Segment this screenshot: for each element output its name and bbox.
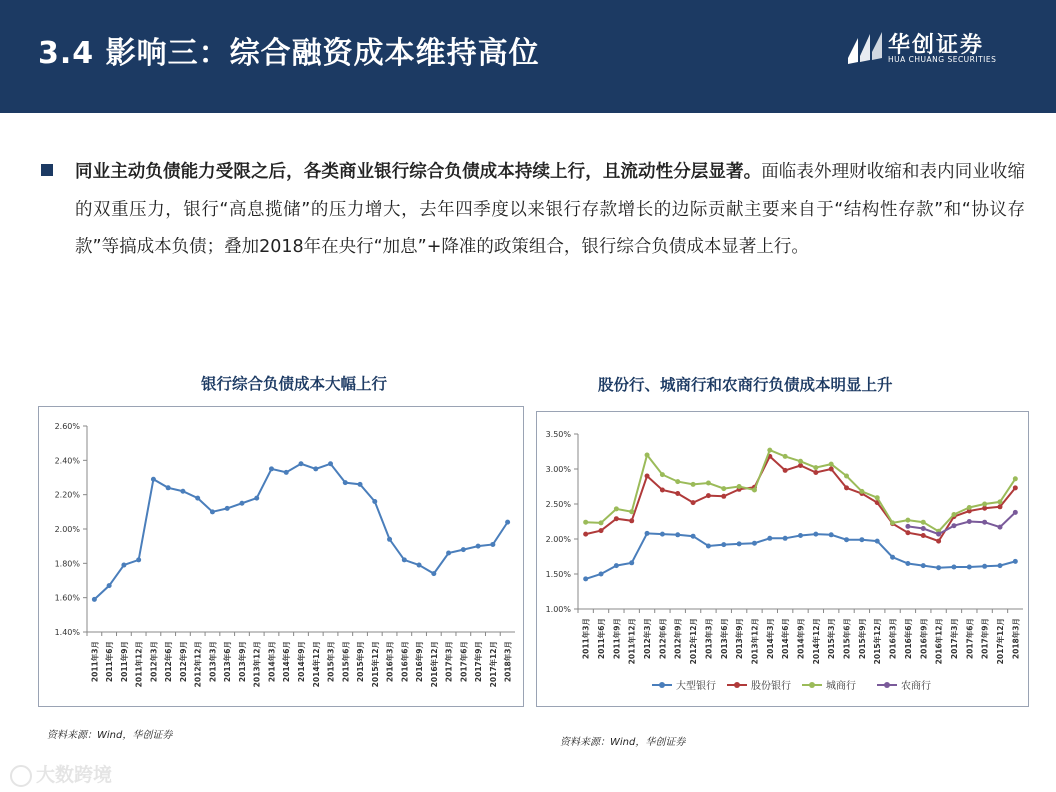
x-tick-label: 2014年12月 xyxy=(811,618,821,665)
watermark-text: 大数跨境 xyxy=(36,764,113,786)
x-tick-label: 2013年9月 xyxy=(237,641,247,683)
data-point xyxy=(629,518,634,523)
data-point xyxy=(431,571,436,576)
y-tick-label: 3.50% xyxy=(545,430,571,439)
page-title: 3.4 影响三：综合融资成本维持高位 xyxy=(38,36,540,71)
data-point xyxy=(328,461,333,466)
data-point xyxy=(875,495,880,500)
y-tick-label: 2.00% xyxy=(545,535,571,544)
chart1-box xyxy=(38,406,524,707)
chart2-svg xyxy=(537,412,1028,706)
data-point xyxy=(829,467,834,472)
data-point xyxy=(629,509,634,514)
bullet-square-icon xyxy=(41,164,53,176)
data-point xyxy=(921,563,926,568)
data-point xyxy=(614,506,619,511)
x-tick-label: 2012年3月 xyxy=(149,641,159,683)
legend-marker-2 xyxy=(734,682,740,688)
x-tick-label: 2011年3月 xyxy=(90,641,100,683)
data-point xyxy=(844,537,849,542)
data-point xyxy=(583,532,588,537)
watermark xyxy=(10,760,112,787)
x-tick-label: 2016年9月 xyxy=(415,641,425,683)
data-point xyxy=(691,500,696,505)
chart2-title: 股份行、城商行和农商行负债成本明显上升 xyxy=(598,376,893,394)
x-tick-label: 2015年3月 xyxy=(326,641,336,683)
x-tick-label: 2017年3月 xyxy=(949,618,959,660)
x-tick-label: 2017年3月 xyxy=(444,641,454,683)
x-tick-label: 2011年9月 xyxy=(612,618,622,660)
bullet-body-text: 面临表外理财收缩和表内同业收缩的双重压力，银行“高息揽储”的压力增大，去年四季度以来银行存款增长的边际贡献主要来自于“结构性存款”和“协议存款”等搞成本负债；叠加2018年在央行“加息”+降准的政策组合，银行综合负债成本显著上行。 xyxy=(75,162,1026,257)
legend-label-1: 大型银行 xyxy=(676,681,716,692)
data-point xyxy=(490,542,495,547)
series-line-1 xyxy=(94,464,507,600)
data-point xyxy=(982,502,987,507)
data-point xyxy=(813,465,818,470)
y-tick-label: 2.20% xyxy=(54,490,80,500)
chart2-box xyxy=(536,411,1029,707)
data-point xyxy=(505,520,510,525)
data-point xyxy=(798,459,803,464)
x-tick-label: 2014年9月 xyxy=(297,641,306,683)
data-point xyxy=(936,539,941,544)
x-tick-label: 2014年6月 xyxy=(781,618,791,660)
data-point xyxy=(691,482,696,487)
data-point xyxy=(1013,476,1018,481)
data-point xyxy=(813,470,818,475)
logo-text-cn: 华创证券 xyxy=(888,33,985,58)
data-point xyxy=(721,542,726,547)
legend-label-3: 城商行 xyxy=(826,681,856,692)
logo-mark-icon xyxy=(844,28,884,68)
data-point xyxy=(890,520,895,525)
data-point xyxy=(767,536,772,541)
data-point xyxy=(1013,510,1018,515)
data-point xyxy=(180,489,185,494)
chart2-source: 资料来源：Wind，华创证券 xyxy=(560,737,686,748)
data-point xyxy=(239,501,244,506)
data-point xyxy=(752,488,757,493)
data-point xyxy=(967,519,972,524)
data-point xyxy=(936,565,941,570)
data-point xyxy=(1013,485,1018,490)
data-point xyxy=(721,486,726,491)
x-tick-label: 2016年6月 xyxy=(903,618,913,660)
header-bar xyxy=(0,0,1056,113)
data-point xyxy=(905,518,910,523)
watermark-logo-icon xyxy=(10,765,32,787)
data-point xyxy=(905,530,910,535)
x-tick-label: 2014年3月 xyxy=(765,618,775,660)
data-point xyxy=(982,520,987,525)
data-point xyxy=(737,541,742,546)
x-tick-label: 2018年3月 xyxy=(1011,618,1021,660)
data-point xyxy=(583,520,588,525)
data-point xyxy=(951,523,956,528)
x-tick-label: 2015年9月 xyxy=(857,618,867,660)
data-point xyxy=(997,499,1002,504)
data-point xyxy=(417,563,422,568)
x-tick-label: 2013年6月 xyxy=(223,641,233,683)
data-point xyxy=(92,597,97,602)
data-point xyxy=(660,472,665,477)
legend-marker-3 xyxy=(809,682,815,688)
data-point xyxy=(599,520,604,525)
y-tick-label: 3.00% xyxy=(545,465,571,474)
x-tick-label: 2011年6月 xyxy=(597,618,607,660)
x-tick-label: 2016年12月 xyxy=(429,641,439,688)
data-point xyxy=(372,499,377,504)
data-point xyxy=(402,557,407,562)
data-point xyxy=(844,485,849,490)
y-tick-label: 1.40% xyxy=(54,628,80,637)
series-line-1 xyxy=(586,533,1016,579)
data-point xyxy=(343,480,348,485)
data-point xyxy=(829,462,834,467)
y-tick-label: 2.40% xyxy=(54,456,80,466)
x-tick-label: 2015年3月 xyxy=(827,618,837,660)
data-point xyxy=(195,496,200,501)
logo-text-en: HUA CHUANG SECURITIES xyxy=(888,55,997,64)
data-point xyxy=(269,466,274,471)
data-point xyxy=(737,484,742,489)
legend-marker-4 xyxy=(884,682,890,688)
data-point xyxy=(675,479,680,484)
x-tick-label: 2016年12月 xyxy=(934,618,944,665)
data-point xyxy=(358,482,363,487)
data-point xyxy=(660,532,665,537)
data-point xyxy=(225,506,230,511)
x-tick-label: 2016年6月 xyxy=(400,641,410,683)
x-tick-label: 2011年12月 xyxy=(134,641,144,688)
data-point xyxy=(614,563,619,568)
data-point xyxy=(599,572,604,577)
data-point xyxy=(936,532,941,537)
data-point xyxy=(706,493,711,498)
data-point xyxy=(951,565,956,570)
y-tick-label: 1.00% xyxy=(545,605,571,614)
data-point xyxy=(313,466,318,471)
data-point xyxy=(982,564,987,569)
bullet-paragraph xyxy=(75,154,1025,267)
data-point xyxy=(614,516,619,521)
x-tick-label: 2013年6月 xyxy=(719,618,729,660)
x-tick-label: 2011年3月 xyxy=(581,618,591,660)
data-point xyxy=(783,468,788,473)
x-tick-label: 2015年6月 xyxy=(341,641,351,683)
data-point xyxy=(997,563,1002,568)
data-point xyxy=(645,453,650,458)
data-point xyxy=(136,557,141,562)
x-tick-label: 2016年3月 xyxy=(385,641,395,683)
x-tick-label: 2012年12月 xyxy=(193,641,203,688)
y-tick-label: 1.60% xyxy=(54,593,80,603)
legend-label-2: 股份银行 xyxy=(751,681,791,692)
data-point xyxy=(951,512,956,517)
x-tick-label: 2013年9月 xyxy=(735,618,745,660)
legend-marker-1 xyxy=(659,682,665,688)
data-point xyxy=(967,505,972,510)
x-tick-label: 2012年6月 xyxy=(658,618,668,660)
data-point xyxy=(107,583,112,588)
data-point xyxy=(691,534,696,539)
x-tick-label: 2017年6月 xyxy=(965,618,975,660)
y-tick-label: 1.50% xyxy=(545,570,571,579)
x-tick-label: 2017年9月 xyxy=(980,618,990,660)
x-tick-label: 2013年3月 xyxy=(208,641,218,683)
data-point xyxy=(476,544,481,549)
data-point xyxy=(645,474,650,479)
x-tick-label: 2017年6月 xyxy=(459,641,469,683)
data-point xyxy=(767,448,772,453)
data-point xyxy=(583,576,588,581)
x-tick-label: 2015年12月 xyxy=(873,618,883,665)
data-point xyxy=(151,477,156,482)
x-tick-label: 2013年3月 xyxy=(704,618,714,660)
x-tick-label: 2014年9月 xyxy=(796,618,806,660)
x-tick-label: 2017年12月 xyxy=(488,641,498,688)
data-point xyxy=(645,531,650,536)
data-point xyxy=(599,528,604,533)
data-point xyxy=(859,489,864,494)
data-point xyxy=(997,504,1002,509)
data-point xyxy=(254,496,259,501)
x-tick-label: 2013年12月 xyxy=(252,641,262,688)
x-tick-label: 2015年9月 xyxy=(356,641,366,683)
data-point xyxy=(890,555,895,560)
data-point xyxy=(859,537,864,542)
company-logo xyxy=(844,28,1024,68)
x-tick-label: 2014年6月 xyxy=(282,641,292,683)
y-tick-label: 2.00% xyxy=(54,525,80,534)
data-point xyxy=(721,494,726,499)
data-point xyxy=(997,525,1002,530)
data-point xyxy=(299,461,304,466)
x-tick-label: 2011年9月 xyxy=(119,641,129,683)
x-tick-label: 2012年12月 xyxy=(689,618,699,665)
x-tick-label: 2016年3月 xyxy=(888,618,898,660)
data-point xyxy=(629,560,634,565)
data-point xyxy=(121,563,126,568)
x-tick-label: 2013年12月 xyxy=(750,618,760,665)
data-point xyxy=(783,536,788,541)
x-tick-label: 2015年6月 xyxy=(842,618,852,660)
y-tick-label: 2.50% xyxy=(545,500,571,509)
x-tick-label: 2012年3月 xyxy=(643,618,653,660)
data-point xyxy=(166,485,171,490)
data-point xyxy=(905,561,910,566)
data-point xyxy=(921,526,926,531)
chart1-svg xyxy=(39,407,523,706)
x-tick-label: 2012年9月 xyxy=(673,618,683,660)
y-tick-label: 1.80% xyxy=(54,559,80,569)
data-point xyxy=(844,474,849,479)
x-tick-label: 2017年9月 xyxy=(474,641,484,683)
data-point xyxy=(783,454,788,459)
x-tick-label: 2014年3月 xyxy=(267,641,277,683)
data-point xyxy=(875,539,880,544)
data-point xyxy=(675,491,680,496)
y-tick-label: 2.60% xyxy=(54,422,80,431)
legend-label-4: 农商行 xyxy=(901,681,931,692)
data-point xyxy=(706,544,711,549)
chart1-source: 资料来源：Wind，华创证券 xyxy=(47,730,173,741)
data-point xyxy=(284,470,289,475)
x-tick-label: 2018年3月 xyxy=(503,641,513,683)
data-point xyxy=(813,532,818,537)
data-point xyxy=(706,481,711,486)
data-point xyxy=(675,532,680,537)
data-point xyxy=(967,565,972,570)
x-tick-label: 2012年9月 xyxy=(178,641,188,683)
data-point xyxy=(798,533,803,538)
data-point xyxy=(210,509,215,514)
data-point xyxy=(752,541,757,546)
data-point xyxy=(829,532,834,537)
x-tick-label: 2015年12月 xyxy=(370,641,380,688)
x-tick-label: 2011年6月 xyxy=(105,641,115,683)
data-point xyxy=(1013,559,1018,564)
bullet-bold-text: 同业主动负债能力受限之后，各类商业银行综合负债成本持续上行，且流动性分层显著。 xyxy=(75,162,762,182)
data-point xyxy=(921,520,926,525)
data-point xyxy=(446,551,451,556)
x-tick-label: 2016年9月 xyxy=(919,618,929,660)
x-tick-label: 2017年12月 xyxy=(995,618,1005,665)
data-point xyxy=(461,547,466,552)
x-tick-label: 2014年12月 xyxy=(311,641,321,688)
x-tick-label: 2012年6月 xyxy=(164,641,174,683)
x-tick-label: 2011年12月 xyxy=(627,618,637,665)
data-point xyxy=(660,488,665,493)
data-point xyxy=(921,533,926,538)
data-point xyxy=(387,537,392,542)
chart1-title: 银行综合负债成本大幅上行 xyxy=(201,375,388,393)
data-point xyxy=(905,524,910,529)
